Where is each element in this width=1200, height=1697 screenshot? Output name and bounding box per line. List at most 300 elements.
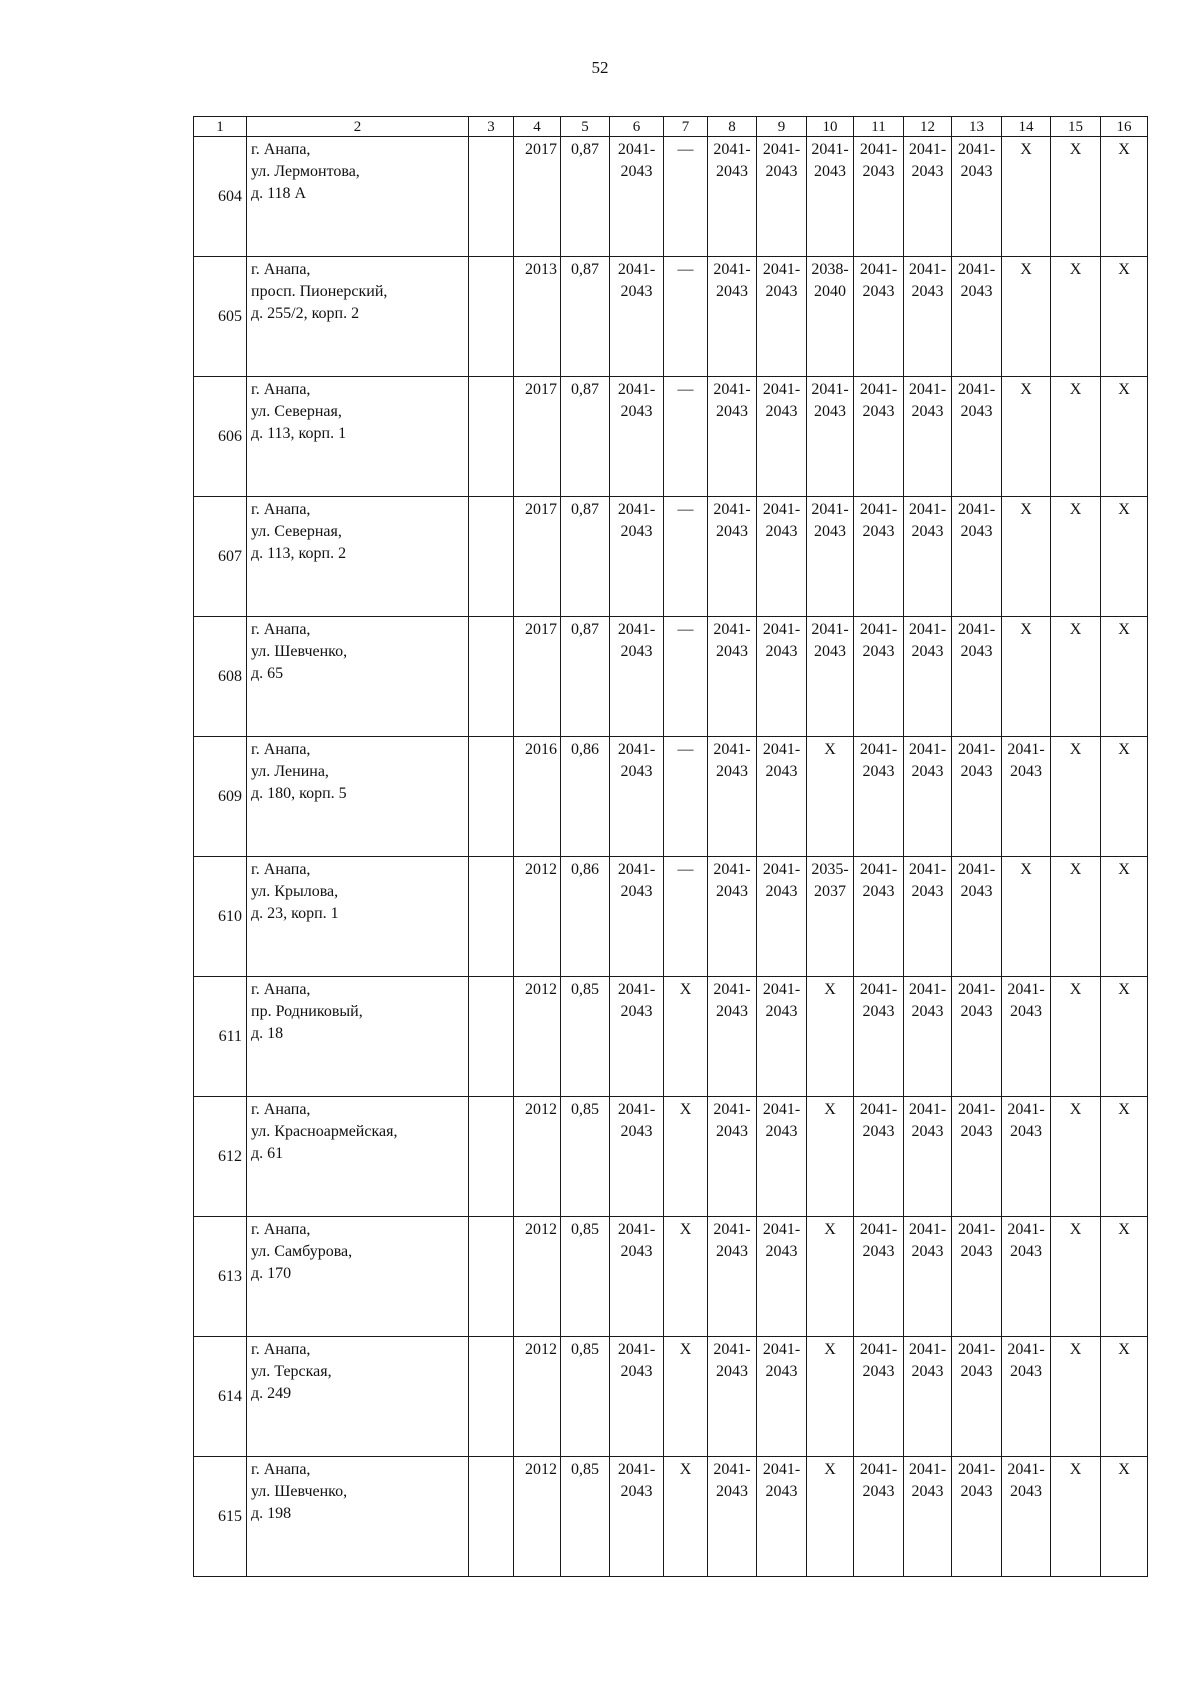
cell-text: 2043 (620, 763, 653, 780)
cell-text: X (679, 1461, 692, 1478)
cell-text: 2041- (1007, 1461, 1045, 1478)
period-cell-col-6 (610, 137, 664, 257)
address-line: ул. Ленина, (251, 763, 329, 780)
address-cell (247, 737, 469, 857)
address-line: д. 249 (251, 1385, 292, 1402)
column-header-6: 6 (610, 117, 664, 137)
year-cell: 2017 (514, 137, 561, 257)
column-header-9: 9 (757, 117, 807, 137)
cell-text: 2041- (957, 981, 996, 998)
row-number: 604 (194, 137, 247, 257)
column-3-cell (469, 1337, 514, 1457)
period-cell-col-11 (854, 497, 904, 617)
year-cell: 2016 (514, 737, 561, 857)
period-cell-col-10 (807, 617, 854, 737)
address-line: г. Анапа, (251, 621, 311, 638)
period-cell-col-8 (708, 137, 757, 257)
address-line: д. 180, корп. 5 (251, 785, 347, 802)
cell-text: 2043 (814, 643, 846, 660)
cell-text: 2043 (911, 1123, 944, 1140)
period-cell-col-16 (1101, 1217, 1148, 1337)
cell-text: 2043 (814, 403, 846, 420)
cell-text: 2041- (1007, 741, 1045, 758)
period-cell-col-12 (904, 137, 952, 257)
cell-text: 2043 (765, 763, 798, 780)
period-cell-col-9 (757, 497, 807, 617)
address-line: ул. Северная, (251, 523, 342, 540)
table-row (194, 1217, 1148, 1337)
cell-text: 2041- (762, 141, 801, 158)
period-cell-col-14 (1002, 1097, 1051, 1217)
cell-text: 2041- (908, 861, 947, 878)
period-cell-col-12 (904, 737, 952, 857)
column-3-cell (469, 377, 514, 497)
cell-text: 2043 (911, 523, 944, 540)
period-cell-col-16 (1101, 497, 1148, 617)
year-cell: 2017 (514, 617, 561, 737)
period-cell-col-7 (664, 1097, 708, 1217)
column-header-15: 15 (1051, 117, 1101, 137)
cell-text: X (679, 1341, 692, 1358)
cell-text: 2041- (957, 741, 996, 758)
address-line: ул. Терская, (251, 1363, 332, 1380)
cell-text: X (1118, 861, 1130, 878)
cell-text: X (1069, 501, 1082, 518)
period-cell-col-13 (952, 857, 1002, 977)
period-cell-col-14 (1002, 737, 1051, 857)
cell-text: 2043 (620, 283, 653, 300)
cell-text: X (1118, 981, 1130, 998)
period-cell-col-6 (610, 1097, 664, 1217)
cell-text: 2041- (713, 501, 751, 518)
address-cell (247, 137, 469, 257)
period-cell-col-9 (757, 377, 807, 497)
coefficient-cell: 0,86 (561, 737, 610, 857)
address-cell (247, 377, 469, 497)
cell-text: 2043 (765, 403, 798, 420)
period-cell-col-15 (1051, 1217, 1101, 1337)
table-row (194, 857, 1148, 977)
cell-text: 2041- (617, 1341, 656, 1358)
address-cell (247, 1097, 469, 1217)
period-cell-col-13 (952, 1097, 1002, 1217)
cell-text: X (1118, 1101, 1130, 1118)
address-line: г. Анапа, (251, 741, 311, 758)
cell-text: 2041- (908, 501, 947, 518)
cell-text: 2041- (713, 1341, 751, 1358)
column-3-cell (469, 617, 514, 737)
cell-text: 2041- (859, 1461, 898, 1478)
cell-text: 2043 (814, 523, 846, 540)
row-number: 605 (194, 257, 247, 377)
cell-text: 2043 (765, 883, 798, 900)
period-cell-col-7 (664, 1337, 708, 1457)
period-cell-col-12 (904, 617, 952, 737)
period-cell-col-6 (610, 857, 664, 977)
column-header-10: 10 (807, 117, 854, 137)
cell-text: 2041- (859, 261, 898, 278)
cell-text: 2043 (716, 883, 748, 900)
cell-text: 2043 (862, 643, 895, 660)
cell-text: X (1020, 621, 1032, 638)
address-line: г. Анапа, (251, 1341, 311, 1358)
year-cell: 2012 (514, 1217, 561, 1337)
cell-text: — (677, 141, 694, 158)
period-cell-col-15 (1051, 377, 1101, 497)
cell-text: 2043 (716, 163, 748, 180)
cell-text: 2043 (765, 1243, 798, 1260)
row-number: 613 (194, 1217, 247, 1337)
period-cell-col-11 (854, 617, 904, 737)
address-line: г. Анапа, (251, 861, 311, 878)
period-cell-col-11 (854, 857, 904, 977)
period-cell-col-15 (1051, 1097, 1101, 1217)
cell-text: 2043 (960, 403, 993, 420)
cell-text: X (679, 981, 692, 998)
cell-text: 2043 (716, 1483, 748, 1500)
cell-text: X (1020, 141, 1032, 158)
period-cell-col-14 (1002, 977, 1051, 1097)
period-cell-col-8 (708, 257, 757, 377)
address-cell (247, 257, 469, 377)
period-cell-col-6 (610, 1457, 664, 1577)
cell-text: 2041- (1007, 1101, 1045, 1118)
column-3-cell (469, 857, 514, 977)
cell-text: 2041- (1007, 981, 1045, 998)
cell-text: 2043 (911, 283, 944, 300)
column-header-3: 3 (469, 117, 514, 137)
cell-text: — (677, 741, 694, 758)
cell-text: 2043 (620, 163, 653, 180)
column-header-5: 5 (561, 117, 610, 137)
period-cell-col-13 (952, 137, 1002, 257)
cell-text: 2043 (620, 883, 653, 900)
column-header-12: 12 (904, 117, 952, 137)
cell-text: 2041- (617, 861, 656, 878)
cell-text: 2041- (762, 861, 801, 878)
cell-text: — (677, 261, 694, 278)
cell-text: 2041- (713, 141, 751, 158)
cell-text: 2043 (716, 763, 748, 780)
address-cell (247, 1337, 469, 1457)
cell-text: X (1069, 981, 1082, 998)
coefficient-cell: 0,87 (561, 617, 610, 737)
cell-text: 2043 (862, 403, 895, 420)
cell-text: 2043 (716, 523, 748, 540)
period-cell-col-10 (807, 1337, 854, 1457)
period-cell-col-16 (1101, 1457, 1148, 1577)
cell-text: 2041- (713, 1101, 751, 1118)
cell-text: 2041- (713, 261, 751, 278)
cell-text: 2043 (911, 883, 944, 900)
cell-text: X (1118, 1341, 1130, 1358)
table-row (194, 617, 1148, 737)
coefficient-cell: 0,86 (561, 857, 610, 977)
address-line: ул. Крылова, (251, 883, 339, 900)
cell-text: 2041- (713, 981, 751, 998)
period-cell-col-16 (1101, 1337, 1148, 1457)
cell-text: 2043 (716, 1243, 748, 1260)
address-cell (247, 1457, 469, 1577)
period-cell-col-12 (904, 1457, 952, 1577)
cell-text: 2043 (862, 163, 895, 180)
cell-text: 2043 (765, 1363, 798, 1380)
period-cell-col-9 (757, 137, 807, 257)
column-3-cell (469, 1457, 514, 1577)
year-cell: 2012 (514, 977, 561, 1097)
address-line: г. Анапа, (251, 1461, 311, 1478)
address-line: г. Анапа, (251, 1221, 311, 1238)
cell-text: 2043 (620, 643, 653, 660)
cell-text: 2043 (716, 1363, 748, 1380)
cell-text: X (1069, 621, 1082, 638)
cell-text: X (1118, 741, 1130, 758)
cell-text: 2043 (862, 1363, 895, 1380)
cell-text: 2041- (811, 621, 849, 638)
cell-text: 2043 (765, 283, 798, 300)
period-cell-col-11 (854, 977, 904, 1097)
cell-text: — (677, 621, 694, 638)
cell-text: 2041- (908, 381, 947, 398)
cell-text: 2041- (908, 741, 947, 758)
cell-text: 2043 (960, 883, 993, 900)
cell-text: 2041- (617, 741, 656, 758)
row-number: 612 (194, 1097, 247, 1217)
cell-text: 2041- (908, 1101, 947, 1118)
header-row (194, 117, 1148, 137)
period-cell-col-11 (854, 1217, 904, 1337)
address-line: д. 198 (251, 1505, 292, 1522)
cell-text: 2037 (814, 883, 846, 900)
cell-text: 2043 (960, 1483, 993, 1500)
cell-text: X (1069, 1341, 1082, 1358)
cell-text: X (1069, 1101, 1082, 1118)
period-cell-col-11 (854, 1337, 904, 1457)
cell-text: X (1069, 741, 1082, 758)
period-cell-col-8 (708, 1217, 757, 1337)
address-cell (247, 617, 469, 737)
cell-text: 2043 (960, 163, 993, 180)
period-cell-col-10 (807, 497, 854, 617)
cell-text: 2041- (762, 741, 801, 758)
address-cell (247, 857, 469, 977)
cell-text: 2041- (617, 1461, 656, 1478)
period-cell-col-14 (1002, 137, 1051, 257)
cell-text: X (824, 741, 836, 758)
period-cell-col-12 (904, 497, 952, 617)
period-cell-col-6 (610, 1337, 664, 1457)
cell-text: X (1118, 381, 1130, 398)
cell-text: 2041- (762, 501, 801, 518)
table-row (194, 737, 1148, 857)
period-cell-col-11 (854, 1097, 904, 1217)
row-number: 615 (194, 1457, 247, 1577)
column-3-cell (469, 497, 514, 617)
period-cell-col-16 (1101, 377, 1148, 497)
period-cell-col-6 (610, 1217, 664, 1337)
period-cell-col-14 (1002, 857, 1051, 977)
registry-table (193, 116, 1148, 1577)
address-line: ул. Лермонтова, (251, 163, 360, 180)
period-cell-col-10 (807, 1457, 854, 1577)
period-cell-col-9 (757, 257, 807, 377)
cell-text: 2041- (617, 1221, 656, 1238)
period-cell-col-7 (664, 257, 708, 377)
period-cell-col-10 (807, 977, 854, 1097)
column-3-cell (469, 137, 514, 257)
cell-text: 2043 (765, 523, 798, 540)
cell-text: 2041- (957, 1101, 996, 1118)
period-cell-col-9 (757, 857, 807, 977)
address-cell (247, 1217, 469, 1337)
cell-text: 2041- (957, 261, 996, 278)
cell-text: 2041- (957, 381, 996, 398)
row-number: 610 (194, 857, 247, 977)
cell-text: 2043 (1010, 1243, 1042, 1260)
cell-text: X (1118, 1461, 1130, 1478)
cell-text: 2041- (957, 1461, 996, 1478)
period-cell-col-14 (1002, 257, 1051, 377)
column-3-cell (469, 737, 514, 857)
cell-text: 2041- (811, 381, 849, 398)
address-line: ул. Красноармейская, (251, 1123, 398, 1140)
cell-text: 2043 (960, 1363, 993, 1380)
address-line: д. 113, корп. 2 (251, 545, 347, 562)
cell-text: 2043 (960, 1003, 993, 1020)
period-cell-col-16 (1101, 137, 1148, 257)
column-3-cell (469, 257, 514, 377)
period-cell-col-8 (708, 977, 757, 1097)
cell-text: X (679, 1101, 692, 1118)
cell-text: 2043 (1010, 1003, 1042, 1020)
period-cell-col-13 (952, 377, 1002, 497)
period-cell-col-14 (1002, 377, 1051, 497)
cell-text: X (824, 1221, 836, 1238)
period-cell-col-13 (952, 737, 1002, 857)
year-cell: 2017 (514, 497, 561, 617)
cell-text: 2043 (620, 1363, 653, 1380)
cell-text: X (824, 1101, 836, 1118)
period-cell-col-7 (664, 497, 708, 617)
cell-text: 2041- (859, 741, 898, 758)
cell-text: X (1020, 381, 1032, 398)
cell-text: 2041- (762, 381, 801, 398)
period-cell-col-7 (664, 1457, 708, 1577)
address-line: г. Анапа, (251, 381, 311, 398)
cell-text: 2043 (1010, 1483, 1042, 1500)
coefficient-cell: 0,85 (561, 1097, 610, 1217)
cell-text: 2043 (620, 1003, 653, 1020)
cell-text: 2043 (960, 523, 993, 540)
cell-text: 2043 (620, 1243, 653, 1260)
column-header-2: 2 (247, 117, 469, 137)
address-line: д. 170 (251, 1265, 292, 1282)
address-line: ул. Самбурова, (251, 1243, 353, 1260)
cell-text: 2041- (617, 261, 656, 278)
address-line: г. Анапа, (251, 141, 311, 158)
cell-text: X (1069, 141, 1082, 158)
table-row (194, 1097, 1148, 1217)
column-3-cell (469, 977, 514, 1097)
period-cell-col-15 (1051, 137, 1101, 257)
cell-text: X (1118, 501, 1130, 518)
cell-text: 2041- (617, 981, 656, 998)
address-line: ул. Шевченко, (251, 1483, 348, 1500)
period-cell-col-6 (610, 497, 664, 617)
year-cell: 2013 (514, 257, 561, 377)
cell-text: X (1020, 261, 1032, 278)
cell-text: 2041- (762, 1341, 801, 1358)
table-row (194, 137, 1148, 257)
period-cell-col-13 (952, 977, 1002, 1097)
address-line: просп. Пионерский, (251, 283, 388, 300)
period-cell-col-7 (664, 737, 708, 857)
column-header-14: 14 (1002, 117, 1051, 137)
period-cell-col-12 (904, 1337, 952, 1457)
cell-text: 2043 (862, 883, 895, 900)
cell-text: X (679, 1221, 692, 1238)
period-cell-col-13 (952, 617, 1002, 737)
period-cell-col-12 (904, 1097, 952, 1217)
period-cell-col-13 (952, 1457, 1002, 1577)
cell-text: 2043 (862, 1243, 895, 1260)
period-cell-col-7 (664, 617, 708, 737)
cell-text: 2041- (957, 1341, 996, 1358)
address-line: г. Анапа, (251, 981, 311, 998)
row-number: 609 (194, 737, 247, 857)
period-cell-col-9 (757, 617, 807, 737)
period-cell-col-13 (952, 497, 1002, 617)
period-cell-col-14 (1002, 1337, 1051, 1457)
period-cell-col-10 (807, 737, 854, 857)
cell-text: 2043 (1010, 763, 1042, 780)
column-header-11: 11 (854, 117, 904, 137)
cell-text: X (1069, 861, 1082, 878)
cell-text: X (1020, 861, 1032, 878)
column-3-cell (469, 1217, 514, 1337)
coefficient-cell: 0,85 (561, 977, 610, 1097)
cell-text: 2041- (908, 141, 947, 158)
period-cell-col-15 (1051, 1337, 1101, 1457)
cell-text: 2041- (859, 621, 898, 638)
table-row (194, 377, 1148, 497)
period-cell-col-10 (807, 137, 854, 257)
address-line: пр. Родниковый, (251, 1003, 363, 1020)
address-line: д. 255/2, корп. 2 (251, 305, 360, 322)
cell-text: 2043 (960, 1123, 993, 1140)
cell-text: 2043 (765, 1003, 798, 1020)
cell-text: 2043 (862, 523, 895, 540)
period-cell-col-13 (952, 1217, 1002, 1337)
period-cell-col-13 (952, 257, 1002, 377)
cell-text: X (1069, 1461, 1082, 1478)
period-cell-col-9 (757, 737, 807, 857)
row-number: 608 (194, 617, 247, 737)
cell-text: 2043 (960, 643, 993, 660)
period-cell-col-8 (708, 1097, 757, 1217)
coefficient-cell: 0,87 (561, 257, 610, 377)
period-cell-col-8 (708, 377, 757, 497)
cell-text: 2035- (811, 861, 849, 878)
period-cell-col-14 (1002, 617, 1051, 737)
cell-text: 2043 (765, 163, 798, 180)
address-line: д. 18 (251, 1025, 284, 1042)
cell-text: 2043 (911, 1243, 944, 1260)
cell-text: 2043 (960, 283, 993, 300)
period-cell-col-12 (904, 377, 952, 497)
cell-text: X (824, 1341, 836, 1358)
cell-text: 2041- (908, 1221, 947, 1238)
